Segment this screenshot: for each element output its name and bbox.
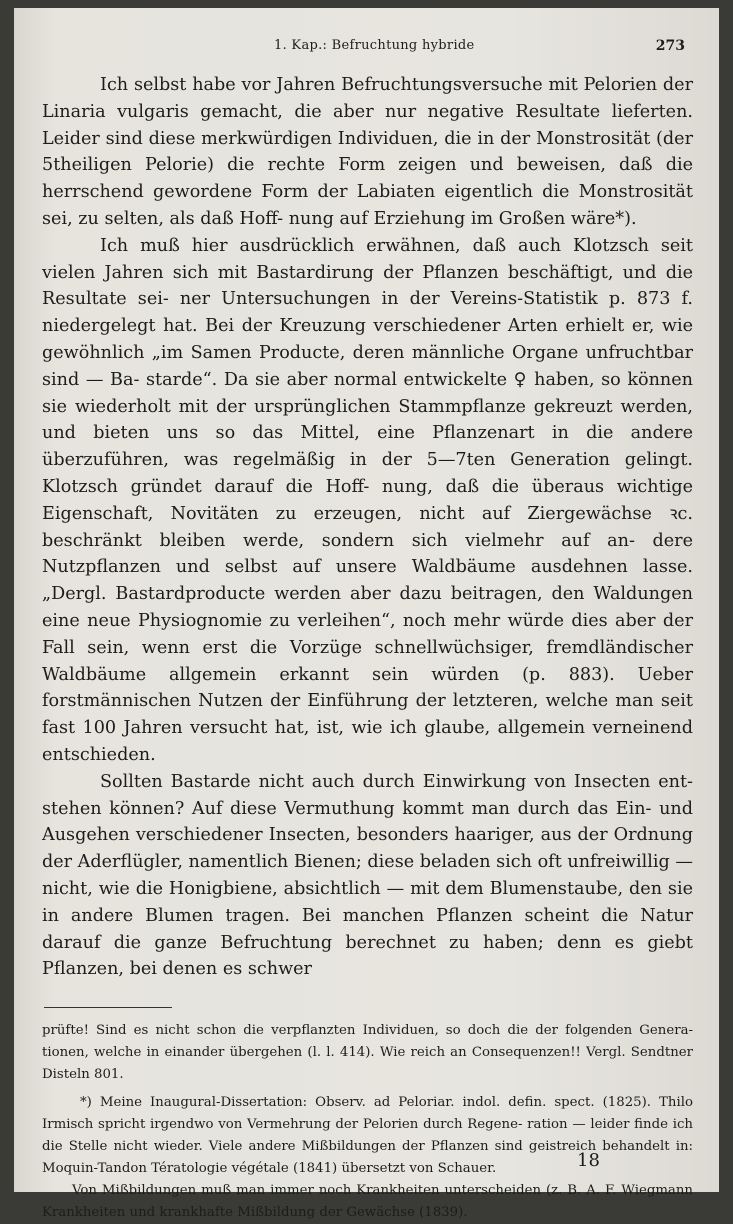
signature-mark: 18 [577, 1150, 600, 1171]
footnote-krankheiten: Von Mißbildungen muß man immer noch Krankheiten unterscheiden (z. B. A. F. Wiegmann Krankheiten und krankhafte Mißbildung der Gewächse (1839). [42, 1183, 693, 1221]
footnote-continuation: prüfte! Sind es nicht schon die verpflanzten Individuen, so doch die der folgenden Genera- tionen, welche in einander übergehen (l. l. 414). Wie reich an Consequenzen!! Vergl. Sendtner Disteln 801. [42, 1023, 693, 1083]
main-text [42, 72, 693, 983]
book-page [14, 8, 719, 1221]
page-number: 273 [655, 38, 685, 54]
running-head: 1. Kap.: Befruchtung hybride [274, 38, 475, 53]
footnote-dissertation: *) Meine Inaugural-Dissertation: Observ. ad Peloriar. indol. defin. spect. (1825). Thilo Irmisch spricht irgendwo von Vermehrung der Pelorien durch Regene- ration — leider finde ich die Stelle nicht wieder. Viele andere Mißbildungen der Pflanzen sind geistreich behandelt in: Moquin-Tandon Tératologie végétale (1841) übersetzt von Schauer. [42, 1095, 693, 1177]
page-header [42, 38, 693, 64]
paragraph-insecten: Sollten Bastarde nicht auch durch Einwirkung von Insecten ent- stehen können? Auf diese Vermuthung kommt man durch das Ein- und Ausgehen verschiedener Insecten, besonders haariger, aus der Ordnung der Aderflügler, namentlich Bienen; diese beladen sich oft unfreiwillig — nicht, wie die Honigbiene, absichtlich — mit dem Blumenstaube, den sie in andere Blumen tragen. Bei manchen Pflanzen scheint die Natur darauf die ganze Befruchtung berechnet zu haben; denn es giebt Pflanzen, bei denen es schwer [42, 771, 693, 980]
paragraph-klotzsch: Ich muß hier ausdrücklich erwähnen, daß auch Klotzsch seit vielen Jahren sich mit Bastardirung der Pflanzen beschäftigt, und die Resultate sei- ner Untersuchungen in der Vereins-Statistik p. 873 f. niedergelegt hat. Bei der Kreuzung verschiedener Arten erhielt er, wie gewöhnlich „im Samen Producte, deren männliche Organe unfruchtbar sind — Ba- starde“. Da sie aber normal entwickelte ♀ haben, so können sie wiederholt mit der ursprünglichen Stammpflanze gekreuzt werden, und bieten uns so das Mittel, eine Pflanzenart in die andere überzuführen, was regelmäßig in der 5—7ten Generation gelingt. Klotzsch gründet darauf die Hoff- nung, daß die überaus wichtige Eigenschaft, Novitäten zu erzeugen, nicht auf Ziergewächse ꝛc. beschränkt bleiben werde, sondern sich vielmehr auf an- dere Nutzpflanzen und selbst auf unsere Waldbäume ausdehnen lasse. „Dergl. Bastardproducte werden aber dazu beitragen, den Waldungen eine neue Physiognomie zu verleihen“, noch mehr würde dies aber der Fall sein, wenn erst die Vorzüge schnellwüchsiger, fremdländischer Waldbäume allgemein erkannt sein würden (p. 883). Ueber forstmännischen Nutzen der Einführung der letzteren, welche man seit fast 100 Jahren versucht hat, ist, wie ich glaube, allgemein verneinend entschieden. [42, 235, 693, 765]
paragraph-pelorien: Ich selbst habe vor Jahren Befruchtungsversuche mit Pelorien der Linaria vulgaris gemacht, die aber nur negative Resultate lieferten. Leider sind diese merkwürdigen Individuen, die in der Monstrosität (der 5theiligen Pelorie) die rechte Form zeigen und beweisen, daß die herrschend gewordene Form der Labiaten eigentlich die Monstrosität sei, zu selten, als daß Hoff- nung auf Erziehung im Großen wäre*). [42, 75, 693, 229]
footnote-rule [44, 1007, 172, 1008]
footnotes [42, 1020, 693, 1224]
